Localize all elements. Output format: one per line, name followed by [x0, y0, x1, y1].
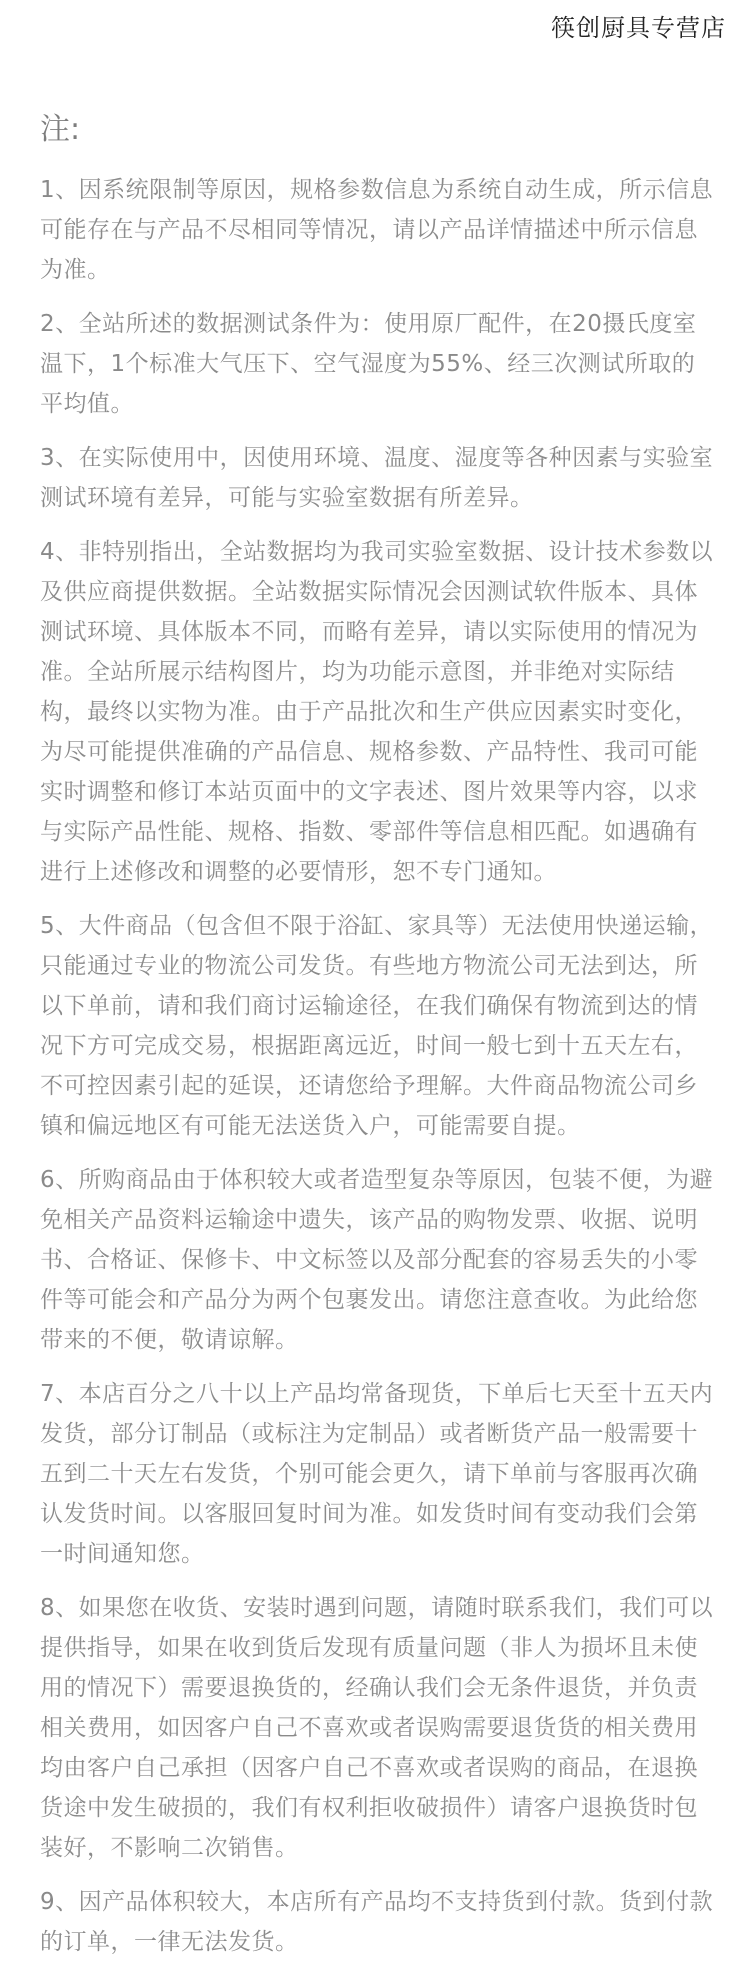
- notice-item-3: 3、在实际使用中，因使用环境、温度、湿度等各种因素与实验室测试环境有差异，可能与实验室数据有所差异。: [40, 445, 714, 511]
- notice-title: 注:: [40, 112, 81, 147]
- notice-item-4: 4、非特别指出，全站数据均为我司实验室数据、设计技术参数以及供应商提供数据。全站数据实际情况会因测试软件版本、具体测试环境、具体版本不同，而略有差异，请以实际使用的情况为准。全站所展示结构图片，均为功能示意图，并非绝对实际结构，最终以实物为准。由于产品批次和生产供应因素实时变化，为尽可能提供准确的产品信息、规格参数、产品特性、我司可能实时调整和修订本站页面中的文字表述、图片效果等内容，以求与实际产品性能、规格、指数、零部件等信息相匹配。如遇确有进行上述修改和调整的必要情形，恕不专门通知。: [40, 539, 714, 885]
- notice-item-9: 9、因产品体积较大，本店所有产品均不支持货到付款。货到付款的订单，一律无法发货。: [40, 1889, 714, 1955]
- notice-item-7: 7、本店百分之八十以上产品均常备现货，下单后七天至十五天内发货，部分订制品（或标注为定制品）或者断货产品一般需要十五到二十天左右发货，个别可能会更久，请下单前与客服再次确认发货时间。以客服回复时间为准。如发货时间有变动我们会第一时间通知您。: [40, 1381, 714, 1567]
- notice-item-2: 2、全站所述的数据测试条件为：使用原厂配件，在20摄氏度室温下，1个标准大气压下、空气湿度为55%、经三次测试所取的平均值。: [40, 311, 697, 417]
- notice-item-6: 6、所购商品由于体积较大或者造型复杂等原因，包装不便，为避免相关产品资料运输途中遗失，该产品的购物发票、收据、说明书、合格证、保修卡、中文标签以及部分配套的容易丢失的小零件等可能会和产品分为两个包裹发出。请您注意查收。为此给您带来的不便，敬请谅解。: [40, 1167, 714, 1353]
- notice-item-8: 8、如果您在收货、安装时遇到问题，请随时联系我们，我们可以提供指导，如果在收到货后发现有质量问题（非人为损坏且未使用的情况下）需要退换货的，经确认我们会无条件退货，并负责相关费用，如因客户自己不喜欢或者误购需要退货货的相关费用均由客户自己承担（因客户自己不喜欢或者误购的商品，在退换货途中发生破损的，我们有权利拒收破损件）请客户退换货时包装好，不影响二次销售。: [40, 1595, 714, 1861]
- notice-item-5: 5、大件商品（包含但不限于浴缸、家具等）无法使用快递运输，只能通过专业的物流公司发货。有些地方物流公司无法到达，所以下单前，请和我们商讨运输途径，在我们确保有物流到达的情况下方可完成交易，根据距离远近，时间一般七到十五天左右，不可控因素引起的延误，还请您给予理解。大件商品物流公司乡镇和偏远地区有可能无法送货入户，可能需要自提。: [40, 913, 714, 1139]
- store-name: 筷创厨具专营店: [551, 14, 726, 42]
- notice-list: [40, 170, 715, 1976]
- notice-item-1: 1、因系统限制等原因，规格参数信息为系统自动生成，所示信息可能存在与产品不尽相同等情况，请以产品详情描述中所示信息为准。: [40, 177, 714, 283]
